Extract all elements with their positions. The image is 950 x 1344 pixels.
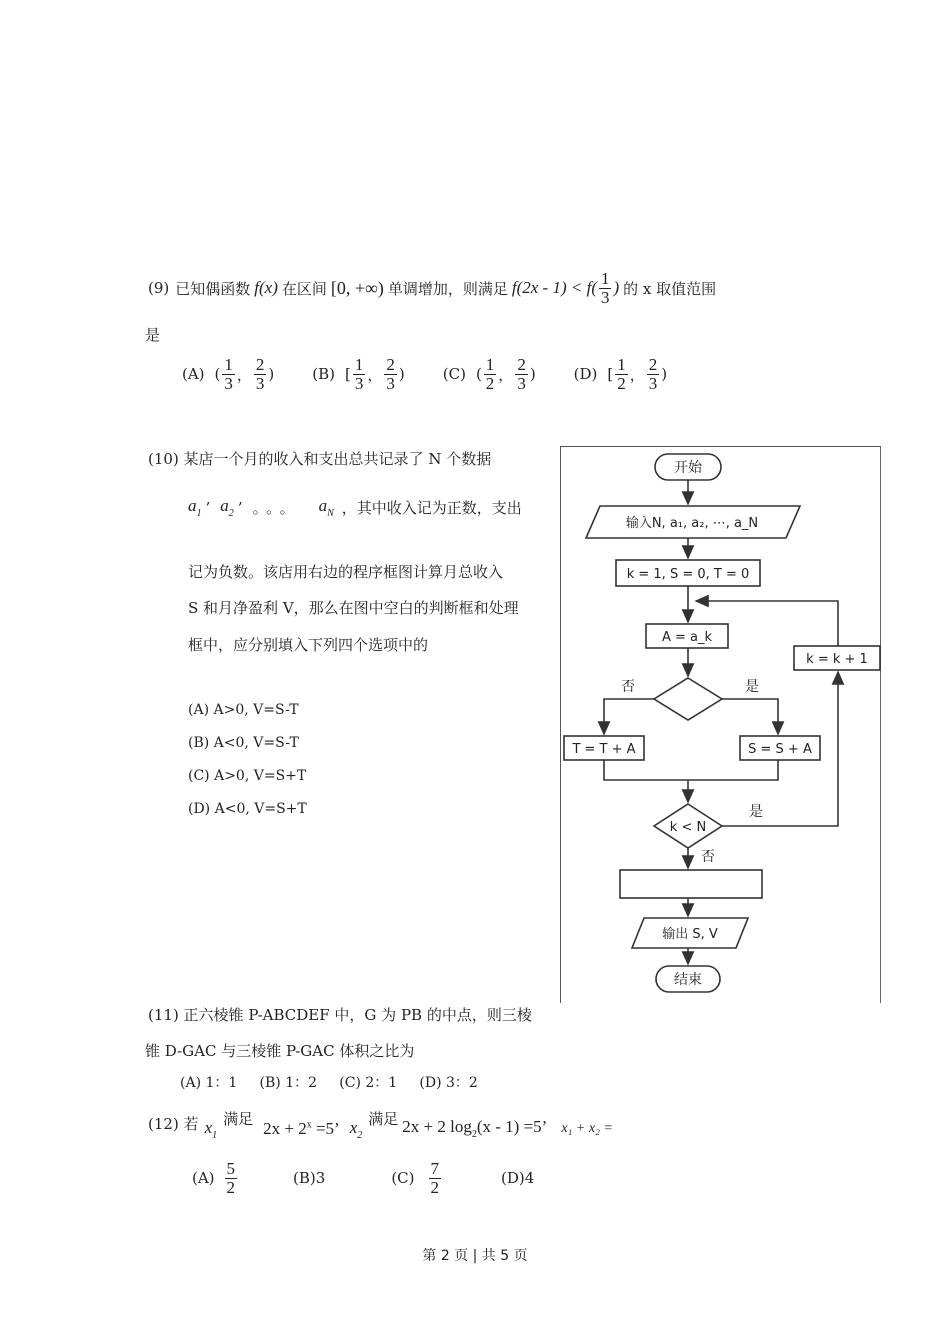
flowchart-no-label-1: 否 [621, 679, 635, 695]
numerator: 1 [224, 355, 233, 374]
q9-text-3: 单调增加，则满足 [387, 279, 508, 298]
flowchart-output-label: 输出 S, V [662, 927, 718, 942]
q9-text-4: 的 x 取值范围 [623, 279, 717, 298]
q12-option-b[interactable]: (B)3 [293, 1169, 326, 1188]
q9-fraction-denominator: 3 [600, 287, 610, 307]
numerator: 2 [255, 355, 265, 374]
option-label: (B) [312, 365, 336, 384]
denominator: 3 [648, 373, 658, 393]
flowchart-condition-label: k < N [669, 820, 707, 835]
option-label: (A) [192, 1169, 215, 1188]
q9-interval: [0, +∞) [330, 277, 384, 298]
q10-a2: $a_2$ [220, 496, 234, 519]
flowchart-start-label: 开始 [674, 460, 702, 476]
q9-inequality-left: f(2x - 1) < f( [511, 278, 597, 298]
q12-x1: $x_1$ [204, 1118, 218, 1141]
denominator: 2 [226, 1177, 236, 1197]
denominator: 3 [517, 373, 526, 393]
q12-option-a[interactable] [192, 1160, 239, 1197]
q10-aN: $a_N$ [318, 496, 334, 519]
option-label: (D) [573, 365, 598, 384]
q9-fraction [599, 270, 612, 307]
q12-option-d[interactable]: (D)4 [501, 1169, 535, 1188]
bracket-close: ) [268, 365, 275, 384]
flowchart-no-label-2: 否 [701, 849, 715, 865]
q10-comma-2: ’ [237, 498, 243, 517]
q9-option-b[interactable] [312, 356, 404, 393]
q12-text-1: 满足 [223, 1110, 254, 1128]
q9-number: (9) [148, 279, 170, 298]
numerator: 1 [617, 355, 626, 374]
q12-sum: x₁ + x₂ = [561, 1120, 613, 1136]
q10-line-3: 记为负数。该店用右边的程序框图计算月总收入 [188, 563, 504, 581]
q12-options [192, 1160, 534, 1197]
separator: ， [498, 365, 514, 384]
flowchart [560, 446, 882, 1004]
bracket-close: ) [661, 365, 668, 384]
bracket-open: ( [475, 365, 482, 384]
numerator: 5 [226, 1159, 236, 1178]
flowchart-end-label: 结束 [674, 972, 702, 988]
q12-number: (12) 若 [148, 1115, 199, 1133]
numerator: 2 [648, 355, 658, 374]
q9-fraction-numerator: 1 [600, 269, 610, 288]
denominator: 2 [617, 373, 626, 393]
flowchart-increment-label: k = k + 1 [806, 652, 868, 667]
bracket-close: ) [529, 365, 536, 384]
q9-option-d[interactable] [574, 356, 667, 393]
q9-text-1: 已知偶函数 [175, 279, 251, 298]
q9-stem [148, 270, 716, 307]
separator: ， [236, 365, 252, 384]
q11-line-2: 锥 D-GAC 与三棱锥 P-GAC 体积之比为 [145, 1042, 415, 1060]
bracket-open: [ [607, 365, 614, 384]
separator: ， [367, 365, 383, 384]
q11-line-1: (11) 正六棱锥 P-ABCDEF 中，G 为 PB 的中点，则三棱 [148, 1006, 532, 1024]
option-label: (C) [391, 1169, 415, 1188]
denominator: 2 [485, 373, 495, 393]
q10-a1: $a_1$ [188, 496, 202, 519]
q9-inequality-right: ) [613, 278, 620, 298]
q10-option-d[interactable]: (D) A<0, V=S+T [188, 801, 307, 817]
flowchart-assign-label: A = a_k [661, 630, 713, 645]
flowchart-input-label: 输入N, a₁, a₂, ⋯, a_N [625, 516, 759, 531]
q10-line-4: S 和月净盈利 V，那么在图中空白的判断框和处理 [188, 599, 519, 617]
numerator: 2 [386, 355, 395, 374]
q10-line-1: (10) 某店一个月的收入和支出总共记录了 N 个数据 [148, 450, 492, 468]
q10-ellipsis: 。。。 [252, 499, 301, 517]
q9-option-a[interactable] [182, 356, 274, 393]
denominator: 3 [255, 373, 265, 393]
q9-options [182, 356, 667, 393]
option-label: (A) [182, 365, 205, 384]
flowchart-process-blank [620, 870, 762, 898]
q12-equation-1: $2x + 2^x =5$’ [263, 1118, 340, 1138]
q10-option-c[interactable]: (C) A>0, V=S+T [188, 768, 307, 784]
flowchart-left-process-label: T = T + A [572, 742, 636, 757]
denominator: 3 [224, 373, 233, 393]
denominator: 2 [430, 1177, 440, 1197]
q12-stem [148, 1106, 613, 1141]
q10-option-b[interactable]: (B) A<0, V=S-T [188, 735, 299, 751]
flowchart-yes-label-2: 是 [749, 804, 763, 820]
separator: ， [629, 365, 645, 384]
page-footer: 第 2 页 | 共 5 页 [422, 1248, 528, 1264]
numerator: 7 [430, 1159, 440, 1178]
q11-options[interactable]: (A) 1：1 (B) 1：2 (C) 2：1 (D) 3：2 [180, 1075, 478, 1091]
q9-option-c[interactable] [443, 356, 536, 393]
q9-text-5: 是 [145, 326, 161, 344]
q12-x2: $x_2$ [349, 1118, 363, 1141]
q10-line-2-rest: ，其中收入记为正数，支出 [341, 499, 522, 517]
denominator: 3 [386, 373, 395, 393]
flowchart-decision-blank [654, 678, 722, 720]
q10-line-5: 框中，应分别填入下列四个选项中的 [188, 636, 429, 654]
q10-option-a[interactable]: (A) A>0, V=S-T [188, 702, 299, 718]
flowchart-init-label: k = 1, S = 0, T = 0 [626, 567, 750, 582]
q12-equation-2: 2x + 2 $\log_2(x - 1) =5$’ [402, 1117, 548, 1140]
option-label: (C) [442, 365, 466, 384]
q12-text-2: 满足 [368, 1110, 399, 1128]
bracket-open: [ [345, 365, 351, 384]
flowchart-right-process-label: S = S + A [748, 742, 812, 757]
q10-line-2 [188, 496, 522, 519]
denominator: 3 [354, 373, 364, 393]
numerator: 1 [485, 355, 495, 374]
bracket-open: ( [214, 365, 221, 384]
bracket-close: ) [398, 365, 405, 384]
flowchart-yes-label-1: 是 [745, 679, 759, 695]
q12-option-c[interactable] [391, 1160, 443, 1197]
q9-fx: f(x) [254, 278, 278, 298]
numerator: 2 [517, 355, 526, 374]
q9-text-2: 在区间 [281, 279, 327, 298]
numerator: 1 [354, 355, 364, 374]
q10-comma-1: ’ [205, 498, 211, 517]
